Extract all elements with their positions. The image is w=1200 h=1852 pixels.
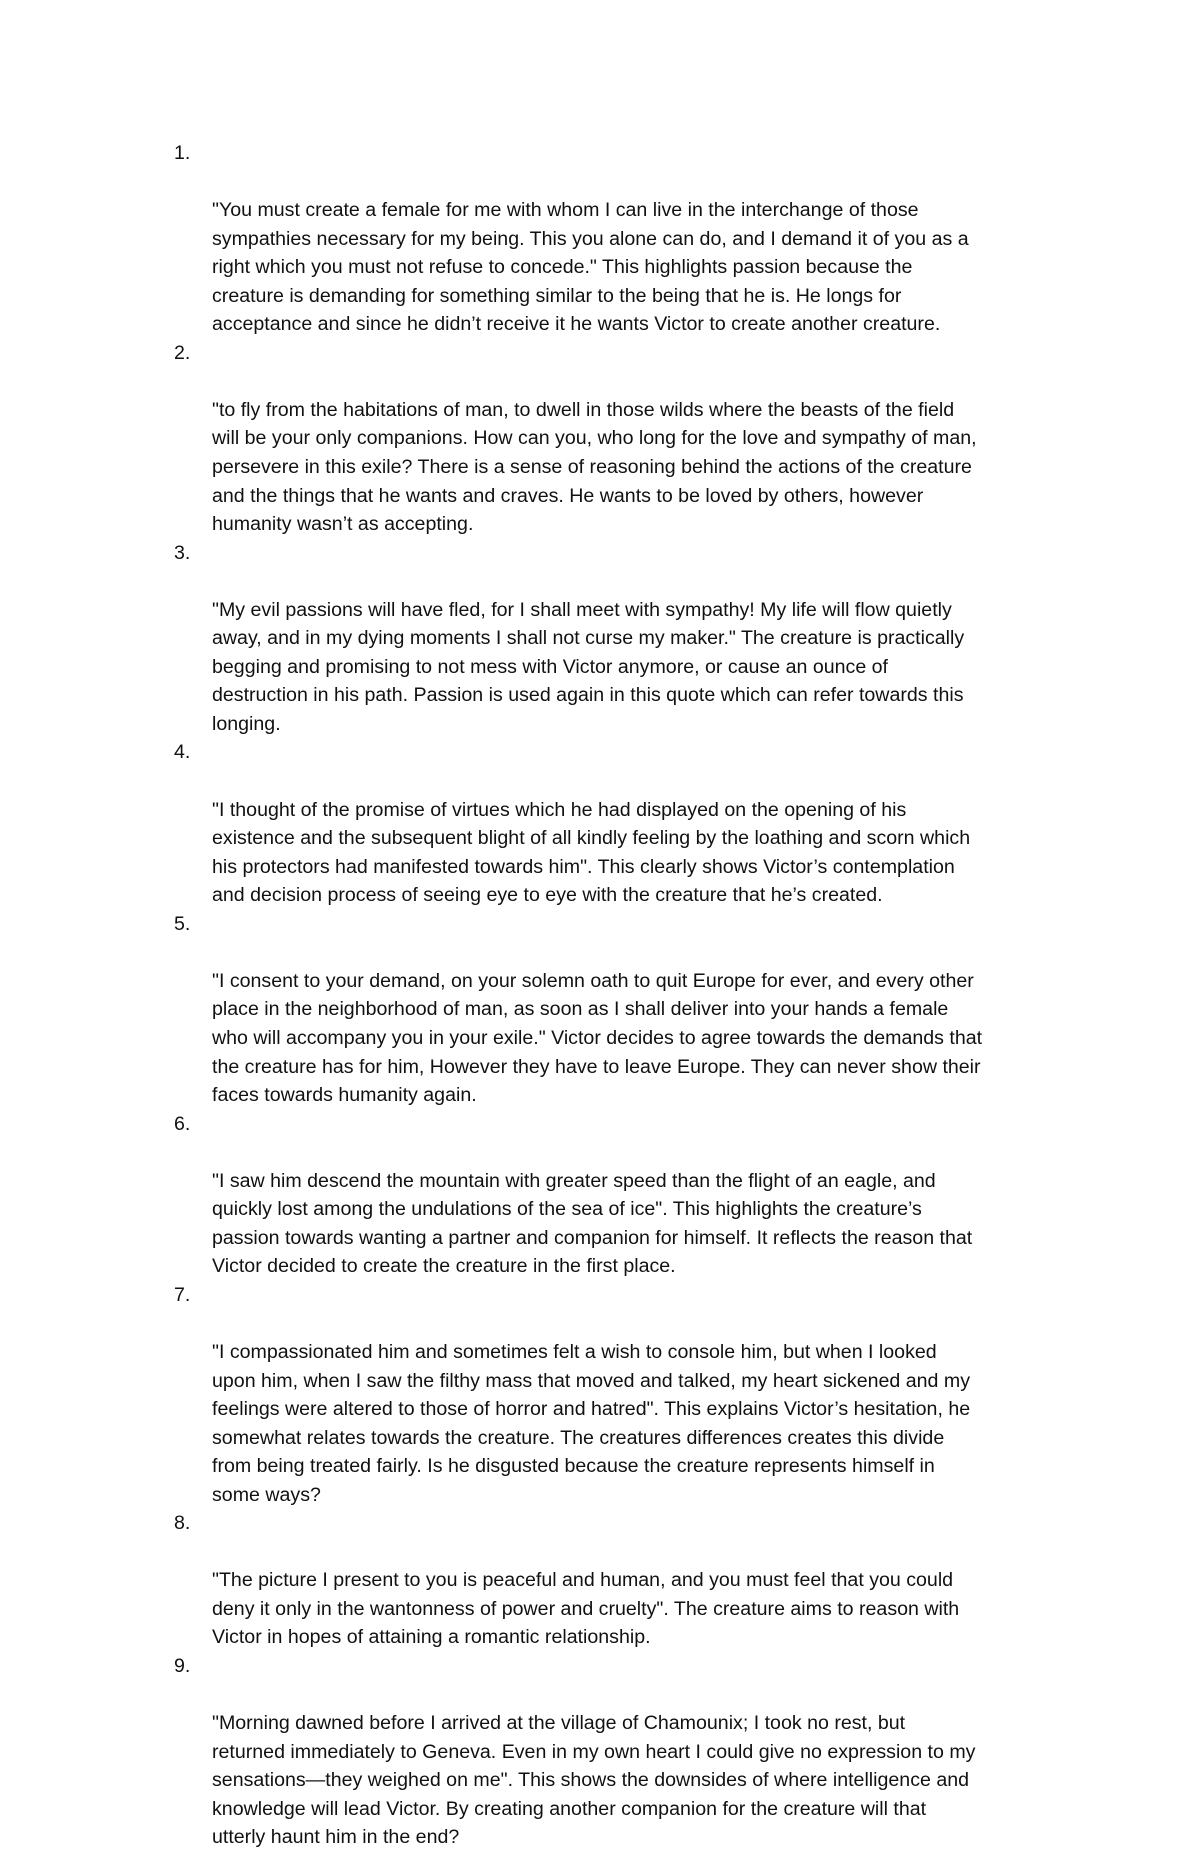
list-number: 5. <box>174 912 191 935</box>
list-text: "My evil passions will have fled, for I shall meet with sympathy! My life will flow quietly away, and in my dying moments I shall not curse my maker." The creature is practically begging and promising to not mess with Victor anymore, or cause an ounce of destruction in his path. Passion is used again in this quote which can refer towards this longing. <box>212 598 965 735</box>
list-text: "The picture I present to you is peaceful and human, and you must feel that you could deny it only in the wantonness of power and cruelty". The creature aims to reason with Victor in hopes of attaining a romantic relationship. <box>212 1569 960 1649</box>
list-number: 4. <box>174 741 191 764</box>
list-number: 6. <box>174 1112 191 1135</box>
list-text: "I consent to your demand, on your solemn oath to quit Europe for ever, and every other place in the neighborhood of man, as soon as I shall deliver into your hands a female who will accompany you in your exile." Victor decides to agree towards the demands that the creature has for him, However they have to leave Europe. They can never show their faces towards humanity again. <box>212 969 983 1107</box>
list-number: 7. <box>174 1283 191 1306</box>
list-item <box>174 1509 1072 1652</box>
list-item <box>174 910 1072 1110</box>
list-number: 8. <box>174 1512 191 1535</box>
list-text: "Morning dawned before I arrived at the village of Chamounix; I took no rest, but returned immediately to Geneva. Even in my own heart I could give no expression to my sensations—they weighed on me". This shows the downsides of where intelligence and knowledge will lead Victor. By creating another companion for the creature will that utterly haunt him in the end? <box>212 1712 976 1849</box>
list-item <box>174 339 1072 539</box>
list-number: 3. <box>174 541 191 564</box>
list-item <box>174 1652 1072 1852</box>
list-text: "I saw him descend the mountain with greater speed than the flight of an eagle, and quickly lost among the undulations of the sea of ice". This highlights the creature’s passion towards wanting a partner and companion for himself. It reflects the reason that Victor decided to create the creature in the first place. <box>212 1169 973 1278</box>
list-item <box>174 539 1072 739</box>
list-text: "to fly from the habitations of man, to dwell in those wilds where the beasts of the field will be your only companions. How can you, who long for the love and sympathy of man, persevere in this exile? There is a sense of reasoning behind the actions of the creature and the things that he wants and craves. He wants to be loved by others, however humanity wasn’t as accepting. <box>212 398 977 536</box>
list-item <box>174 1281 1072 1509</box>
list-item <box>174 738 1072 909</box>
list-text: "I compassionated him and sometimes felt a wish to console him, but when I looked upon him, when I saw the filthy mass that moved and talked, my heart sickened and my feelings were altered to those of horror and hatred". This explains Victor’s hesitation, he somewhat relates towards the creature. The creatures differences creates this divide from being treated fairly. Is he disgusted because the creature represents himself in some ways? <box>212 1340 971 1506</box>
numbered-list <box>174 139 1072 1852</box>
list-number: 2. <box>174 341 191 364</box>
list-number: 9. <box>174 1654 191 1677</box>
list-item <box>174 1110 1072 1281</box>
list-text: "I thought of the promise of virtues which he had displayed on the opening of his existence and the subsequent blight of all kindly feeling by the loathing and scorn which his protectors had manifested towards him". This clearly shows Victor’s contemplation and decision process of seeing eye to eye with the creature that he’s created. <box>212 798 971 907</box>
list-item <box>174 139 1072 339</box>
list-text: "You must create a female for me with whom I can live in the interchange of those sympathies necessary for my being. This you alone can do, and I demand it of you as a right which you must not refuse to concede." This highlights passion because the creature is demanding for something similar to the being that he is. He longs for acceptance and since he didn’t receive it he wants Victor to create another creature. <box>212 199 969 336</box>
list-number: 1. <box>174 142 191 164</box>
